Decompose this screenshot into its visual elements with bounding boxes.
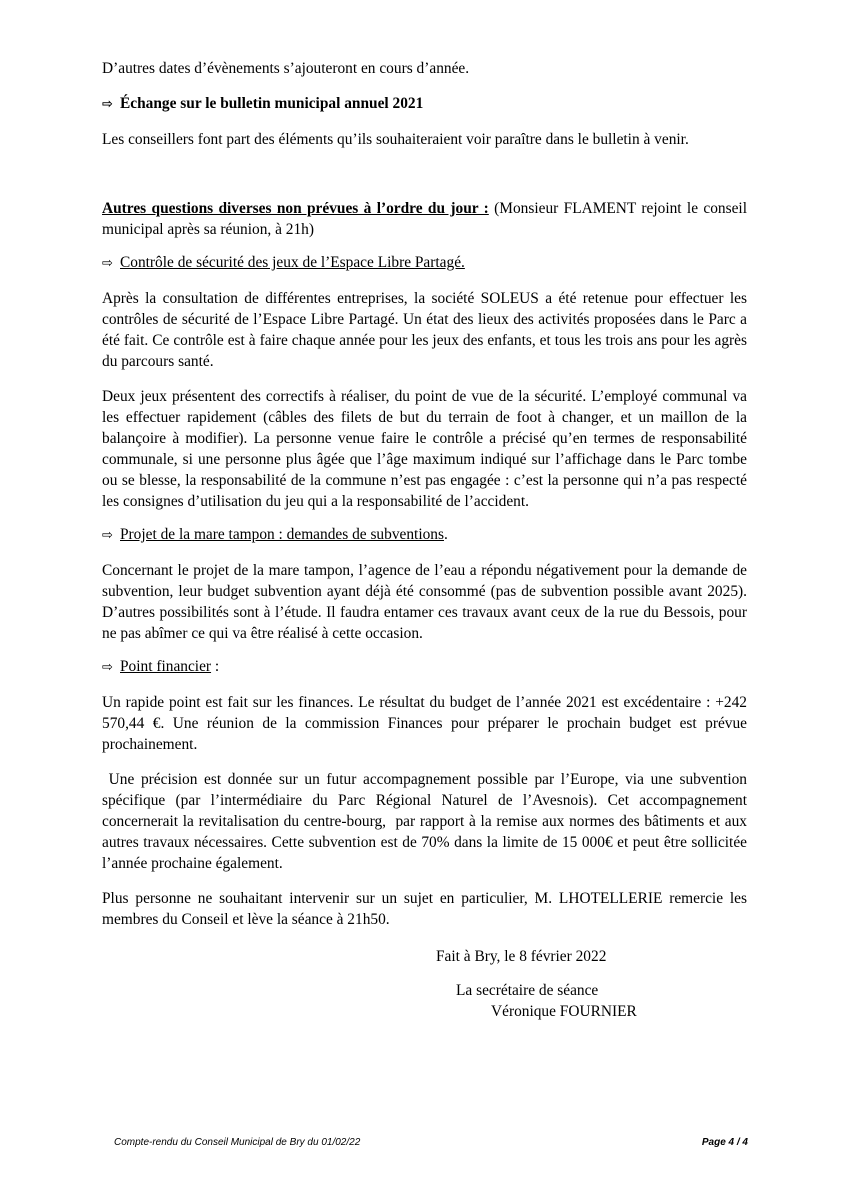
finance-paragraph-2: Une précision est donnée sur un futur accompagnement possible par l’Europe, via une subvention spécifique (par l’intermédiaire du Parc Régional Naturel de l’Avesnois). Cet accompagnement concernerait la revitalisation du centre-bourg, par rapport à la remise aux normes des bâtiments et aux autres travaux nécessaires. Cette subvention est de 70% dans la limite de 15 000€ et peut être sollicitée l’année prochaine également. [102, 771, 751, 872]
securite-heading: ⇨ Contrôle de sécurité des jeux de l’Espace Libre Partagé. [102, 252, 747, 274]
arrow-right-icon: ⇨ [102, 660, 113, 675]
arrow-right-icon: ⇨ [102, 528, 113, 543]
place-date: Fait à Bry, le 8 février 2022 [436, 948, 607, 965]
finance-heading: ⇨ Point financier : [102, 656, 747, 678]
finance-paragraph-1: Un rapide point est fait sur les finances. Le résultat du budget de l’année 2021 est excédentaire : +242 570,44 €. Une réunion de la commission Finances pour préparer le prochain budget est prévue prochainement. [102, 694, 747, 753]
arrow-right-icon: ⇨ [102, 97, 113, 112]
signature-block [436, 946, 637, 1022]
arrow-right-icon: ⇨ [102, 256, 113, 271]
intro-text: D’autres dates d’évènements s’ajouteront en cours d’année. [102, 60, 470, 77]
footer-title: Compte-rendu du Conseil Municipal de Bry du 01/02/22 [114, 1137, 361, 1148]
mare-heading: ⇨ Projet de la mare tampon : demandes de subventions. [102, 524, 747, 546]
other-questions-paragraph [102, 198, 747, 240]
bulletin-text: Les conseillers font part des éléments qu’ils souhaiteraient voir paraître dans le bulletin à venir. [102, 131, 689, 148]
page-number: Page 4 / 4 [701, 1137, 748, 1148]
document-body [102, 58, 751, 930]
bulletin-heading: ⇨ Échange sur le bulletin municipal annuel 2021 [102, 93, 747, 115]
secretary-name: Véronique FOURNIER [491, 1003, 637, 1020]
securite-paragraph-1: Après la consultation de différentes entreprises, la société SOLEUS a été retenue pour effectuer les contrôles de sécurité de l’Espace Libre Partagé. Un état des lieux des activités proposées dans le Parc a été fait. Ce contrôle est à faire chaque année pour les jeux des enfants, et tous les trois ans pour les agrès du parcours santé. [102, 290, 747, 370]
other-questions-heading: Autres questions diverses non prévues à l’ordre du jour : [102, 200, 489, 217]
securite-paragraph-2: Deux jeux présentent des correctifs à réaliser, du point de vue de la sécurité. L’employé communal va les effectuer rapidement (câbles des filets de but du terrain de foot à changer, et un maillon de la balançoire à modifier). La personne venue faire le contrôle a précisé qu’en termes de responsabilité communale, si une personne plus âgée que l’âge maximum indiqué sur l’affichage dans le Parc tombe ou se blesse, la responsabilité de la commune n’est pas engagée : c’est la personne qui n’a pas respecté les consignes d’utilisation du jeu qui a la responsabilité de l’accident. [102, 388, 747, 510]
mare-paragraph: Concernant le projet de la mare tampon, l’agence de l’eau a répondu négativement pour la demande de subvention, leur budget subvention ayant déjà été consommé (pas de subvention possible avant 2025). D’autres possibilités sont à l’étude. Il faudra entamer ces travaux avant ceux de la rue du Bessois, pour ne pas abîmer ce qui va être réalisé à cette occasion. [102, 562, 747, 642]
secretary-role: La secrétaire de séance [456, 982, 599, 999]
closing-paragraph: Plus personne ne souhaitant intervenir sur un sujet en particulier, M. LHOTELLERIE remercie les membres du Conseil et lève la séance à 21h50. [102, 890, 747, 928]
other-questions-note: (Monsieur FLAMENT rejoint le conseil municipal après sa réunion, à 21h) [102, 200, 747, 238]
page-footer [114, 1137, 748, 1148]
